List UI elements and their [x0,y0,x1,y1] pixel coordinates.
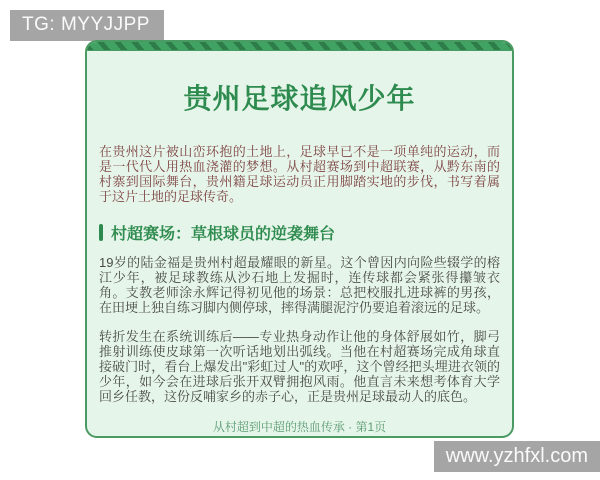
article-title: 贵州足球追风少年 [183,83,416,114]
intro-paragraph: 在贵州这片被山峦环抱的土地上，足球早已不是一项单纯的运动，而是一代代人用热血浇灌的梦想。从村超赛场到中超联赛，从黔东南的村寨到国际舞台，贵州籍足球运动员正用脚踏实地的步伐，书写着属于这片土地的足球传奇。 [99,144,500,204]
site-watermark-badge[interactable]: www.yzhfxl.com [434,441,600,472]
section-heading-text: 村超赛场：草根球员的逆袭舞台 [111,226,336,243]
page-footer-caption: 从村超到中超的热血传承 · 第1页 [212,420,387,434]
section-heading [99,221,500,244]
heading-accent-bar [99,224,103,241]
tg-watermark-badge[interactable]: TG: MYYJJPP [10,10,164,41]
card-top-stripe [87,42,512,51]
article-card [85,40,514,438]
body-paragraph-2: 转折发生在系统训练后——专业热身动作让他的身体舒展如竹，脚弓推射训练使皮球第一次听话地划出弧线。当他在村超赛场完成角球直接破门时，看台上爆发出"彩虹过人"的欢呼，这个曾经把头埋进衣领的少年，如今会在进球后张开双臂拥抱风雨。他直言未来想考体育大学回乡任教，这份反哺家乡的赤子心，正是贵州足球最动人的底色。 [99,329,500,404]
body-paragraph-1: 19岁的陆金福是贵州村超最耀眼的新星。这个曾因内向险些辍学的榕江少年，被足球教练从沙石地上发掘时，连传球都会紧张得攥皱衣角。支教老师涂永辉记得初见他的场景：总把校服扎进球裤的男孩，在田埂上独自练习脚内侧停球，摔得满腿泥泞仍要追着滚远的足球。 [99,255,500,315]
